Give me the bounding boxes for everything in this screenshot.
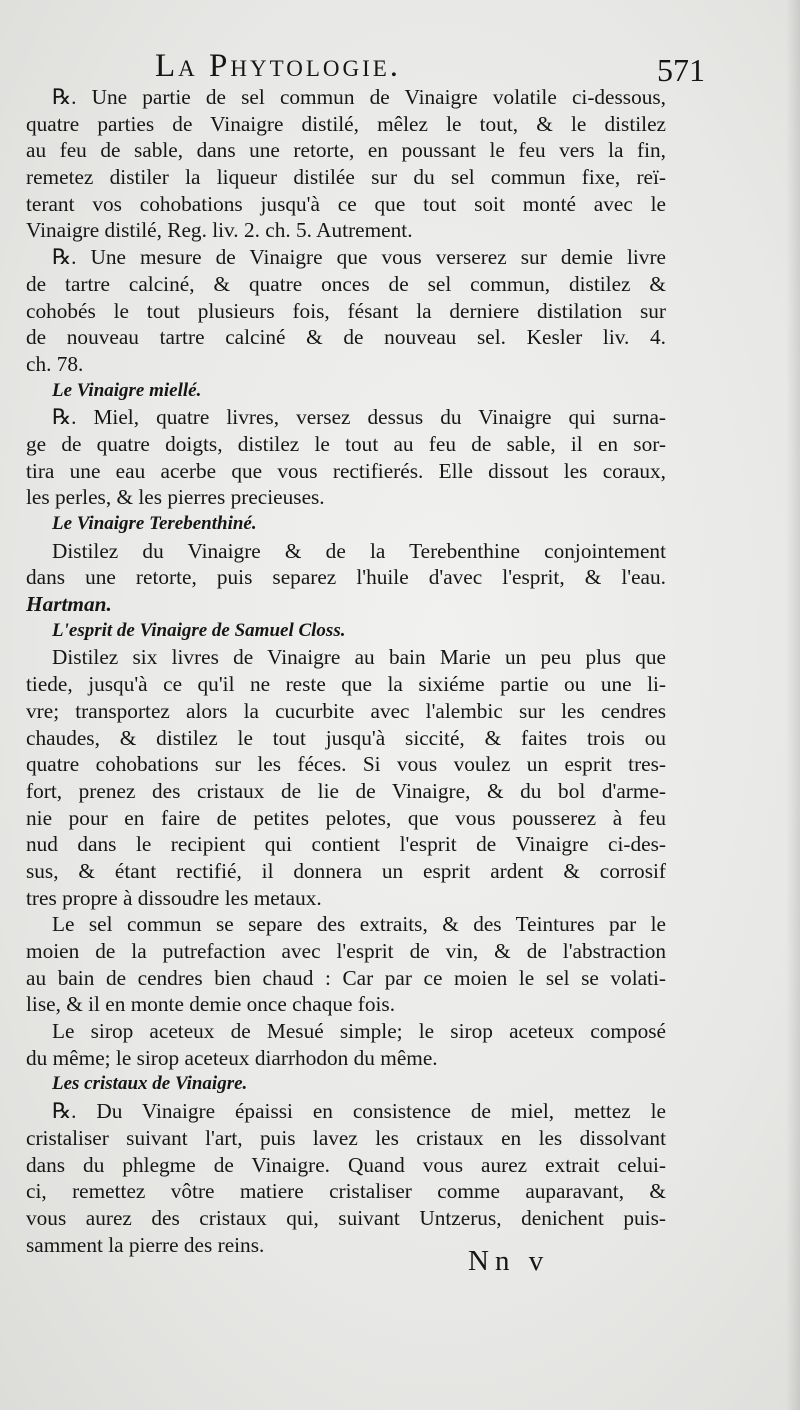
text-line: remetez distiler la liqueur distilée sur du sel commun fixe, reï-	[26, 165, 666, 190]
page-edge-shadow	[786, 0, 800, 1410]
text-line: Vinaigre distilé, Reg. liv. 2. ch. 5. Autrement.	[26, 218, 413, 243]
text-line: dans du phlegme de Vinaigre. Quand vous aurez extrait celui-	[26, 1152, 666, 1177]
section-heading: L'esprit de Vinaigre de Samuel Closs.	[52, 619, 346, 641]
text-line: au feu de sable, dans une retorte, en poussant le feu vers la fin,	[26, 138, 666, 163]
text-line: moien de la putrefaction avec l'esprit de vin, & de l'abstraction	[26, 939, 666, 963]
text-line: cohobés le tout plusieurs fois, fésant la derniere distilation sur	[26, 298, 666, 323]
author-name: Hartman.	[26, 592, 112, 617]
text-line: tira une eau acerbe que vous rectifierés. Elle dissout les coraux,	[26, 458, 666, 483]
text-line: lise, & il en monte demie once chaque fois.	[26, 992, 396, 1017]
text-line: ℞. Une partie de sel commun de Vinaigre volatile ci-dessous,	[52, 85, 666, 109]
text-line: ci, remettez vôtre matiere cristaliser comme auparavant, &	[26, 1179, 666, 1204]
text-line: Distilez du Vinaigre & de la Terebenthine conjointement	[52, 538, 666, 563]
text-line: chaudes, & distilez le tout jusqu'à siccité, & faites trois ou	[26, 725, 666, 750]
text-line: ℞. Une mesure de Vinaigre que vous verserez sur demie livre	[52, 245, 666, 270]
running-title: La Phytologie.	[155, 48, 402, 84]
text-line: vre; transportez alors la cucurbite avec l'alembic sur les cendres	[26, 698, 666, 723]
text-line: tiede, jusqu'à ce qu'il ne reste que la sixiéme partie ou une li-	[26, 672, 666, 697]
section-heading: Le Vinaigre miellé.	[52, 379, 202, 401]
text-line: Le sirop aceteux de Mesué simple; le sirop aceteux composé	[52, 1019, 666, 1044]
text-line: nie pour en faire de petites pelotes, que vous pousserez à feu	[26, 805, 666, 830]
body-text	[26, 84, 666, 1258]
text-line: du même; le sirop aceteux diarrhodon du même.	[26, 1045, 438, 1070]
text-line: ch. 78.	[26, 351, 84, 376]
text-line: Le sel commun se separe des extraits, & des Teintures par le	[52, 912, 666, 937]
text-line: sus, & étant rectifié, il donnera un esprit ardent & corrosif	[26, 858, 666, 883]
page-number: 571	[657, 52, 705, 88]
text-line: quatre cohobations sur les féces. Si vous voulez un esprit tres-	[26, 752, 666, 777]
text-line: cristaliser suivant l'art, puis lavez les cristaux en les dissolvant	[26, 1125, 666, 1150]
text-line: ge de quatre doigts, distilez le tout au feu de sable, il en sor-	[26, 431, 666, 456]
text-line: ℞. Miel, quatre livres, versez dessus du Vinaigre qui surna-	[52, 405, 666, 430]
signature-mark: Nn v	[468, 1245, 550, 1277]
section-heading: Le Vinaigre Terebenthiné.	[52, 513, 257, 534]
text-line: de nouveau tartre calciné & de nouveau sel. Kesler liv. 4.	[26, 325, 666, 350]
text-line: Distilez six livres de Vinaigre au bain Marie un peu plus que	[52, 645, 666, 670]
text-line: ℞. Du Vinaigre épaissi en consistence de miel, mettez le	[52, 1099, 666, 1124]
text-line: les perles, & les pierres precieuses.	[26, 485, 325, 510]
text-line: dans une retorte, puis separez l'huile d'avec l'esprit, & l'eau.	[26, 565, 666, 590]
text-line: tres propre à dissoudre les metaux.	[26, 885, 322, 910]
text-line: terant vos cohobations jusqu'à ce que tout soit monté avec le	[26, 191, 666, 216]
section-heading: Les cristaux de Vinaigre.	[52, 1073, 248, 1095]
text-line: fort, prenez des cristaux de lie de Vinaigre, & du bol d'arme-	[26, 778, 666, 803]
text-line: nud dans le recipient qui contient l'esprit de Vinaigre ci-des-	[26, 832, 666, 857]
text-line: vous aurez des cristaux qui, suivant Untzerus, denichent puis-	[26, 1205, 666, 1230]
text-line: samment la pierre des reins.	[26, 1232, 265, 1257]
text-line: quatre parties de Vinaigre distilé, mêlez le tout, & le distilez	[26, 111, 666, 136]
text-line: au bain de cendres bien chaud : Car par ce moien le sel se volati-	[26, 965, 666, 990]
page-header	[155, 48, 705, 88]
text-line: de tartre calciné, & quatre onces de sel commun, distilez &	[26, 271, 666, 296]
